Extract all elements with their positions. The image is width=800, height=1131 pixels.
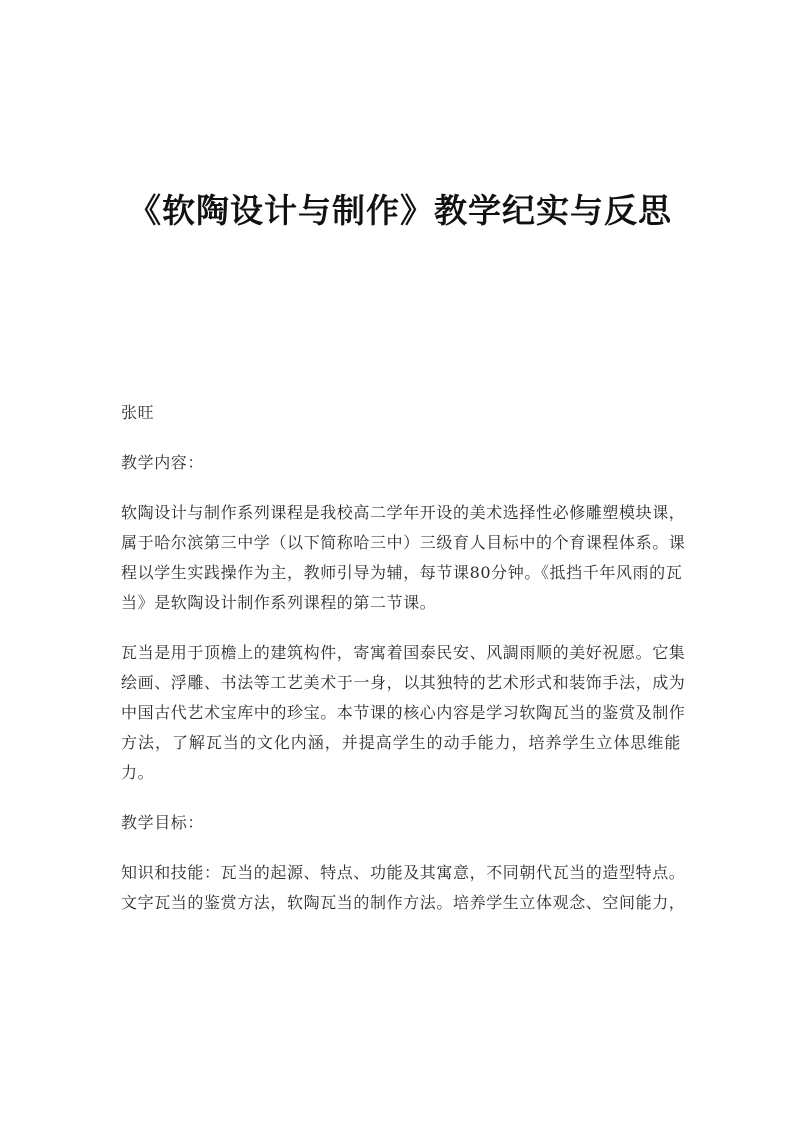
text-line: 文字瓦当的鉴赏方法，软陶瓦当的制作方法。培养学生立体观念、空间能力， bbox=[121, 893, 686, 912]
text-line: 属于哈尔滨第三中学（以下简称哈三中）三级育人目标中的个育课程体系。课 bbox=[121, 533, 686, 552]
text-line: 当》是软陶设计制作系列课程的第二节课。 bbox=[121, 593, 437, 612]
section-heading-content: 教学内容： bbox=[121, 453, 205, 472]
text-line: 知识和技能：瓦当的起源、特点、功能及其寓意，不同朝代瓦当的造型特点。 bbox=[121, 863, 686, 882]
paragraph-wadang-intro bbox=[121, 638, 686, 788]
text-line: 力。 bbox=[121, 763, 155, 782]
text-line: 方法，了解瓦当的文化内涵，并提高学生的动手能力，培养学生立体思维能 bbox=[121, 733, 681, 752]
paragraph-course-intro bbox=[121, 498, 686, 618]
text-line: 软陶设计与制作系列课程是我校高二学年开设的美术选择性必修雕塑模块课， bbox=[121, 503, 686, 522]
paragraph-knowledge-skills bbox=[121, 858, 686, 918]
text-line: 程以学生实践操作为主，教师引导为辅，每节课80分钟。《抵挡千年风雨的瓦 bbox=[121, 563, 683, 582]
document-body bbox=[121, 398, 686, 938]
text-line: 中国古代艺术宝库中的珍宝。本节课的核心内容是学习软陶瓦当的鉴赏及制作 bbox=[121, 703, 686, 722]
section-heading-goals: 教学目标： bbox=[121, 813, 205, 832]
document-title: 《软陶设计与制作》教学纪实与反思 bbox=[128, 191, 672, 230]
text-line: 绘画、浮雕、书法等工艺美术于一身，以其独特的艺术形式和装饰手法，成为 bbox=[121, 673, 686, 692]
author-name: 张旺 bbox=[121, 403, 155, 422]
text-line: 瓦当是用于顶檐上的建筑构件，寄寓着国泰民安、风調雨顺的美好祝愿。它集 bbox=[121, 643, 686, 662]
